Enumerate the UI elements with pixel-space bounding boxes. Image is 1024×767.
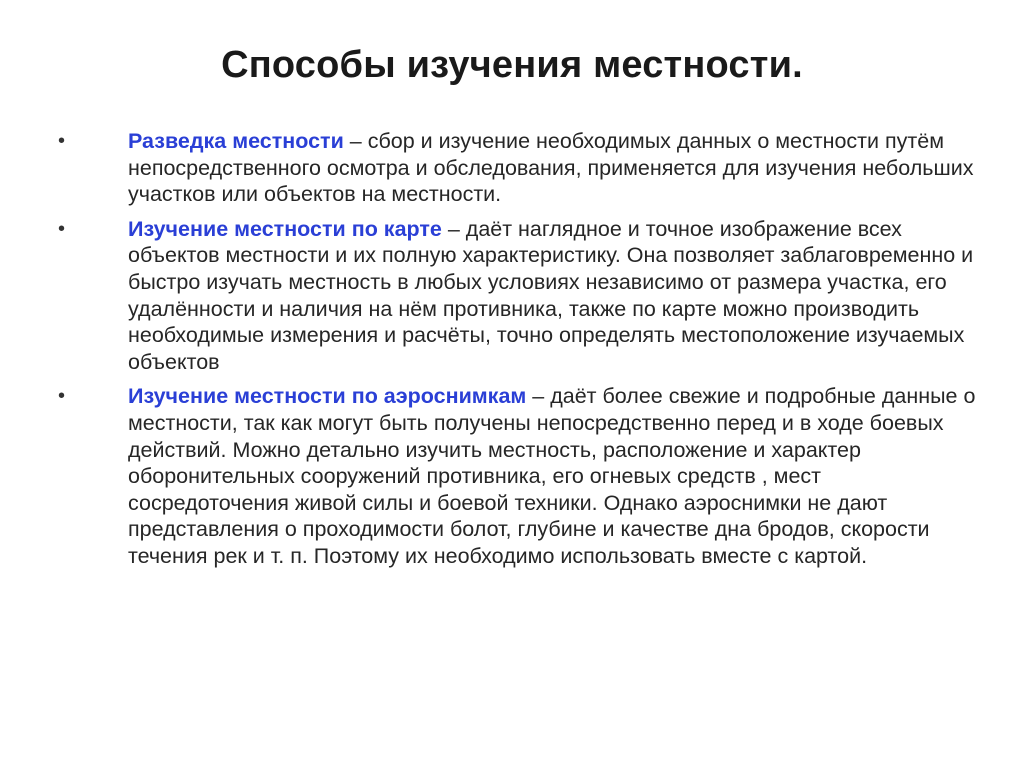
- bullet-marker: •: [58, 217, 66, 240]
- bullet-item-reconnaissance: [56, 128, 976, 208]
- slide-title: Способы изучения местности.: [221, 44, 803, 86]
- bullet-marker: •: [58, 130, 66, 152]
- bullet-term: Разведка местности: [128, 129, 344, 153]
- bullet-marker: •: [58, 385, 66, 408]
- bullet-term: Изучение местности по аэроснимкам: [128, 384, 527, 409]
- bullet-item-map-study: [56, 216, 976, 376]
- bullet-text: – даёт наглядное и точное изображение всех объектов местности и их полную характеристику. Она позволяет заблаговременно и быстро изучать местность в любых условиях независимо от размера участка, его удалённости и наличия на нём противника, также по карте можно производить необходимые измерения и расчёты, точно определять местоположение изучаемых объектов: [128, 216, 974, 374]
- bullet-list: [56, 128, 976, 578]
- bullet-item-aerial-photo-study: [56, 383, 976, 569]
- bullet-text: – даёт более свежие и подробные данные о местности, так как могут быть получены непосредственно перед и в ходе боевых действий. Можно детально изучить местность, расположение и характер оборонительных сооружений противника, его огневых средств , мест сосредоточения живой силы и боевой техники. Однако аэроснимки не дают представления о проходимости болот, глубине и качестве дна бродов, скорости течения рек и т. п. Поэтому их необходимо использовать вместе с картой.: [128, 384, 976, 568]
- bullet-term: Изучение местности по карте: [128, 216, 442, 241]
- bullet-text: – сбор и изучение необходимых данных о местности путём непосредственного осмотра и обследования, применяется для изучения небольших участков или объектов на местности.: [128, 129, 974, 207]
